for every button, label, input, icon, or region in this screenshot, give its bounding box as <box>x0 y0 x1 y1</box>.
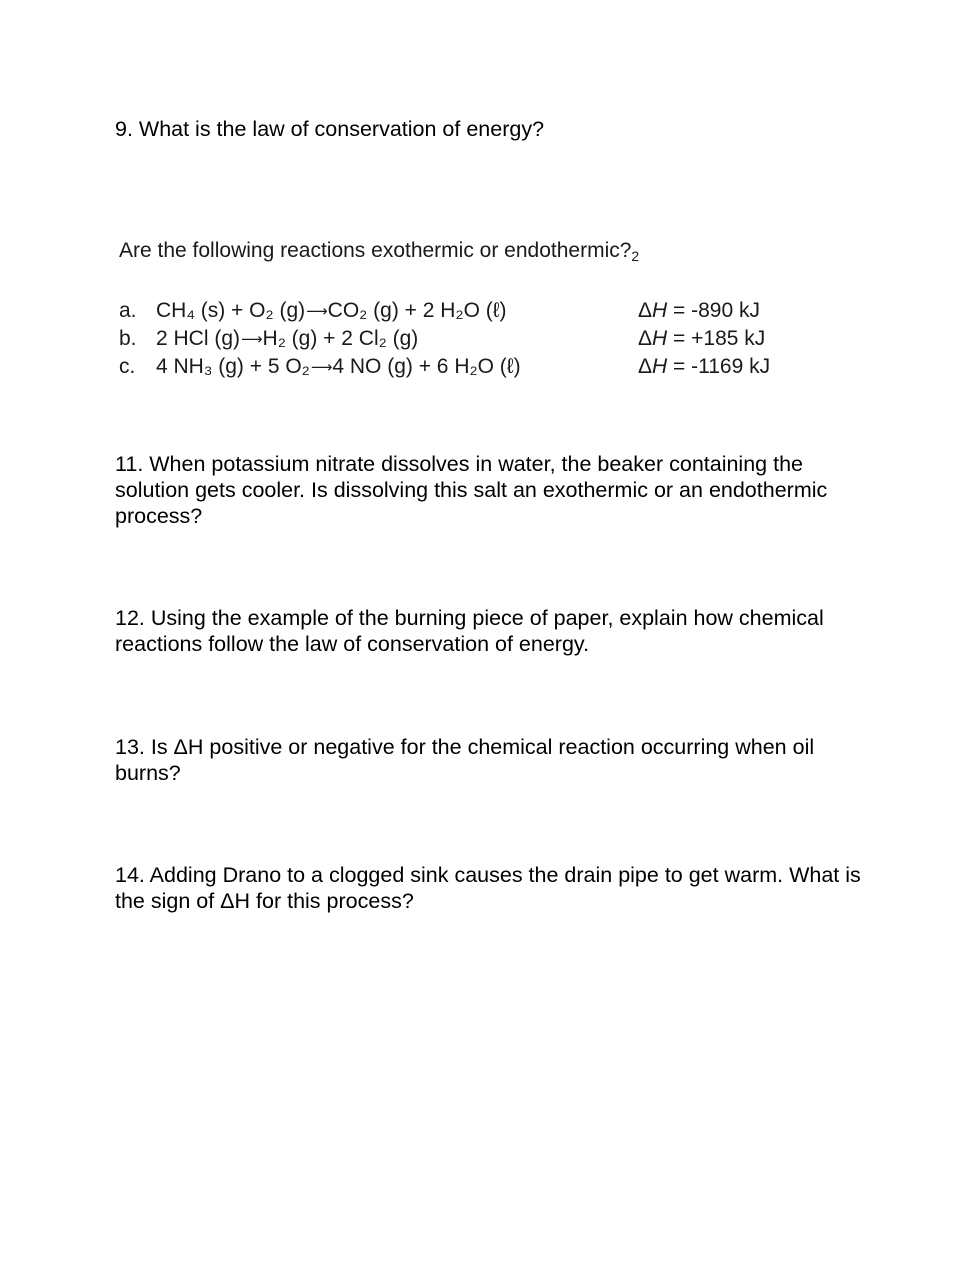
reaction-row-a <box>119 297 819 325</box>
enthalpy-change <box>638 353 770 381</box>
reaction-equation <box>156 353 521 382</box>
enthalpy-value: = +185 kJ <box>667 327 766 350</box>
h-symbol: H <box>652 355 668 378</box>
delta-symbol: Δ <box>638 299 653 322</box>
delta-symbol: Δ <box>638 355 653 378</box>
enthalpy-value: = -890 kJ <box>667 299 761 322</box>
products: 4 NO (g) + 6 H₂O (ℓ) <box>332 355 521 378</box>
reactants: 4 NH₃ (g) + 5 O₂ <box>156 355 310 378</box>
enthalpy-value: = -1169 kJ <box>667 355 771 378</box>
h-symbol: H <box>652 299 668 322</box>
reactions-figure <box>119 236 819 381</box>
h-symbol: H <box>652 327 668 350</box>
reactions-title <box>119 236 819 271</box>
reaction-arrow-icon: ⟶ <box>306 303 327 320</box>
reactants: CH₄ (s) + O₂ (g) <box>156 299 306 322</box>
reaction-equation <box>156 297 507 326</box>
reaction-letter: b. <box>119 327 137 350</box>
reactions-title-text: Are the following reactions exothermic or endothermic? <box>119 239 632 262</box>
reaction-letter: c. <box>119 355 136 378</box>
reaction-row-b <box>119 325 819 353</box>
reactants: 2 HCl (g) <box>156 327 241 350</box>
question-9: 9. What is the law of conservation of energy? <box>115 117 545 141</box>
reaction-equation <box>156 325 418 354</box>
reaction-row-c <box>119 353 819 381</box>
reaction-arrow-icon: ⟶ <box>241 331 262 348</box>
delta-symbol: Δ <box>638 327 653 350</box>
enthalpy-change <box>638 325 765 353</box>
question-13: 13. Is ΔH positive or negative for the chemical reaction occurring when oil burns? <box>115 735 815 785</box>
products: CO₂ (g) + 2 H₂O (ℓ) <box>327 299 507 322</box>
reaction-letter: a. <box>119 299 137 322</box>
reactions-title-footnote: 2 <box>631 248 640 264</box>
reaction-arrow-icon: ⟶ <box>310 359 332 376</box>
question-12: 12. Using the example of the burning piece of paper, explain how chemical reactions follow the law of conservation of energy. <box>115 606 824 656</box>
enthalpy-change <box>638 297 760 325</box>
question-11: 11. When potassium nitrate dissolves in water, the beaker containing the solution gets cooler. Is dissolving this salt an exothermic or an endothermic process? <box>115 452 828 528</box>
question-14: 14. Adding Drano to a clogged sink causes the drain pipe to get warm. What is the sign of ΔH for this process? <box>115 863 861 913</box>
products: H₂ (g) + 2 Cl₂ (g) <box>262 327 419 350</box>
